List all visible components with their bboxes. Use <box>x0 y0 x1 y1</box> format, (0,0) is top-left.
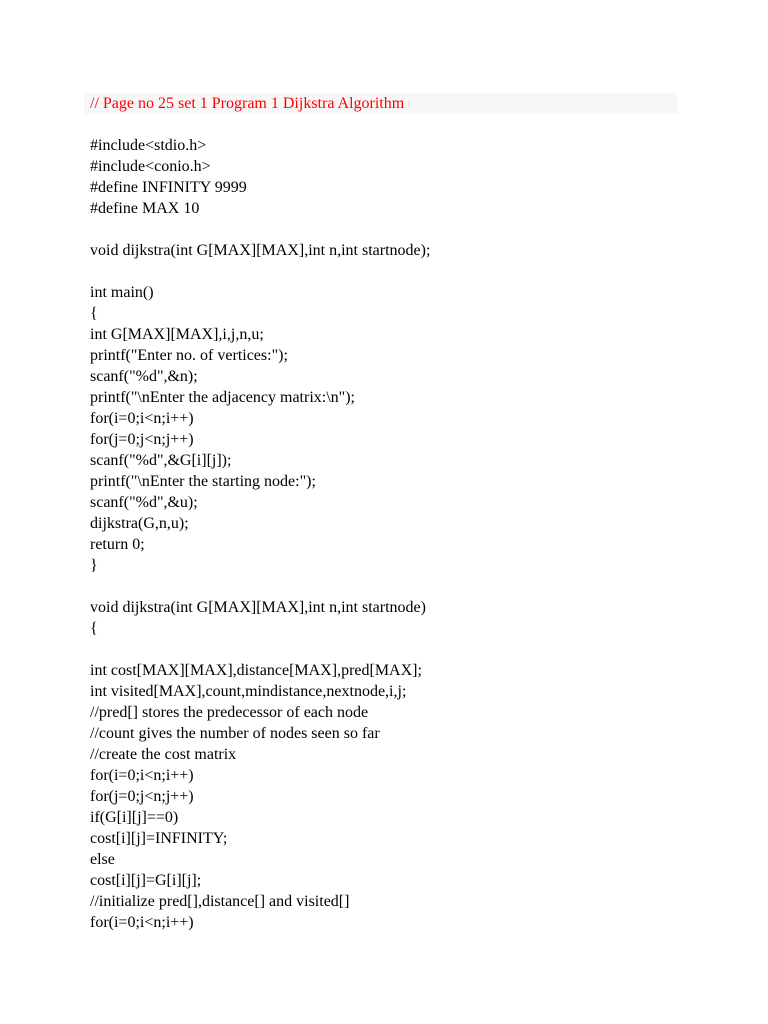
code-line: int cost[MAX][MAX],distance[MAX],pred[MAX]; <box>90 662 422 679</box>
code-line: printf("\nEnter the adjacency matrix:\n"); <box>90 389 355 406</box>
code-line: void dijkstra(int G[MAX][MAX],int n,int startnode); <box>90 242 431 259</box>
code-line: for(j=0;j<n;j++) <box>90 431 194 448</box>
code-line: scanf("%d",&G[i][j]); <box>90 452 232 469</box>
code-line: //initialize pred[],distance[] and visited[] <box>90 893 350 910</box>
code-line: scanf("%d",&n); <box>90 368 198 385</box>
code-line: { <box>90 305 98 322</box>
code-line: int main() <box>90 284 154 301</box>
code-line: int G[MAX][MAX],i,j,n,u; <box>90 326 264 343</box>
code-line: return 0; <box>90 536 145 553</box>
code-line: for(j=0;j<n;j++) <box>90 788 194 805</box>
code-line: //create the cost matrix <box>90 746 237 763</box>
code-line: cost[i][j]=G[i][j]; <box>90 872 202 889</box>
code-line: } <box>90 557 98 574</box>
code-line: #include<conio.h> <box>90 158 211 175</box>
code-line: else <box>90 851 115 868</box>
code-line: { <box>90 620 98 637</box>
code-line: for(i=0;i<n;i++) <box>90 914 194 931</box>
code-line: void dijkstra(int G[MAX][MAX],int n,int startnode) <box>90 599 426 616</box>
code-line: scanf("%d",&u); <box>90 494 198 511</box>
code-line: if(G[i][j]==0) <box>90 809 179 826</box>
code-line: printf("Enter no. of vertices:"); <box>90 347 288 364</box>
document-heading: // Page no 25 set 1 Program 1 Dijkstra Algorithm <box>84 93 678 114</box>
code-line: int visited[MAX],count,mindistance,nextnode,i,j; <box>90 683 407 700</box>
code-line: //count gives the number of nodes seen so far <box>90 725 380 742</box>
code-line: #define MAX 10 <box>90 200 200 217</box>
code-line: //pred[] stores the predecessor of each node <box>90 704 369 721</box>
code-line: dijkstra(G,n,u); <box>90 515 189 532</box>
code-line: for(i=0;i<n;i++) <box>90 767 194 784</box>
code-line: #include<stdio.h> <box>90 137 207 154</box>
code-line: for(i=0;i<n;i++) <box>90 410 194 427</box>
code-line: printf("\nEnter the starting node:"); <box>90 473 316 490</box>
code-line: #define INFINITY 9999 <box>90 179 247 196</box>
code-line: cost[i][j]=INFINITY; <box>90 830 228 847</box>
